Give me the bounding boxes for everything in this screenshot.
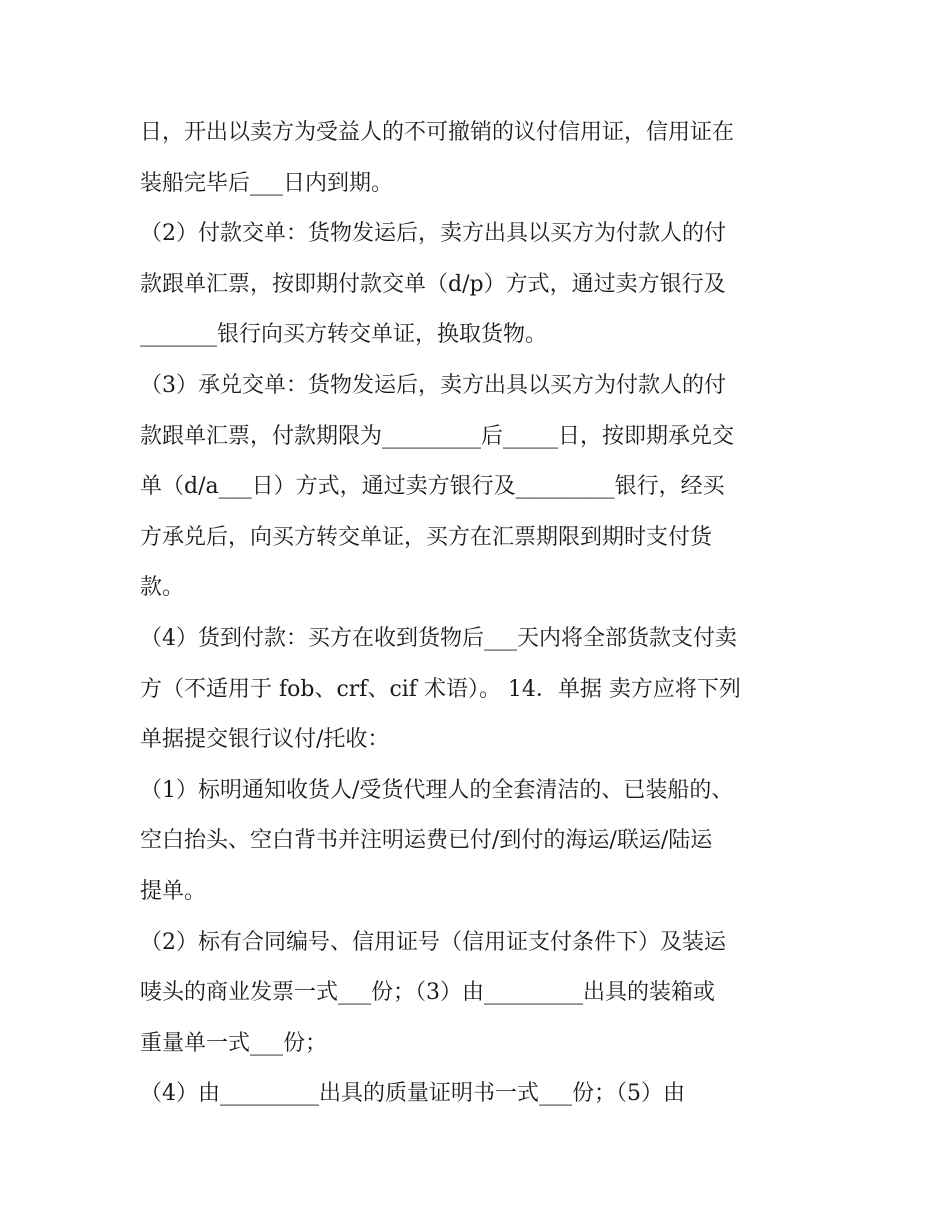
text-line: 款。 <box>140 575 185 601</box>
text-line: （2）标有合同编号、信用证号（信用证支付条件下）及装运 <box>140 929 726 955</box>
text-line: 款跟单汇票，按即期付款交单（d/p）方式，通过卖方银行及 <box>140 271 726 297</box>
text-line: _______银行向买方转交单证，换取货物。 <box>140 322 548 348</box>
text-line: 方（不适用于 fob、crf、cif 术语）。 14．单据 卖方应将下列 <box>140 676 741 702</box>
text-line: 款跟单汇票，付款期限为_________后_____日，按即期承兑交 <box>140 423 735 449</box>
text-line: （3）承兑交单：货物发运后，卖方出具以买方为付款人的付 <box>140 372 726 398</box>
text-line: （2）付款交单：货物发运后，卖方出具以买方为付款人的付 <box>140 221 726 247</box>
text-line: （4）由_________出具的质量证明书一式___份；（5）由 <box>140 1081 685 1107</box>
text-line: 重量单一式___份； <box>140 1030 328 1056</box>
text-line: 单据提交银行议付/托收： <box>140 727 390 753</box>
text-line: （1）标明通知收货人/受货代理人的全套清洁的、已装船的、 <box>140 777 734 803</box>
text-line: （4）货到付款：买方在收到货物后___天内将全部货款支付卖 <box>140 625 737 651</box>
text-line: 空白抬头、空白背书并注明运费已付/到付的海运/联运/陆运 <box>140 828 713 854</box>
text-line: 提单。 <box>140 878 207 904</box>
text-line: 单（d/a___日）方式，通过卖方银行及_________银行，经买 <box>140 474 725 500</box>
text-line: 日，开出以卖方为受益人的不可撤销的议付信用证，信用证在 <box>140 120 735 145</box>
text-line: 方承兑后，向买方转交单证，买方在汇票期限到期时支付货 <box>140 524 713 550</box>
document-body <box>140 108 820 1120</box>
text-line: 唛头的商业发票一式___份；（3）由_________出具的装箱或 <box>140 980 715 1006</box>
text-line: 装船完毕后___日内到期。 <box>140 170 394 196</box>
